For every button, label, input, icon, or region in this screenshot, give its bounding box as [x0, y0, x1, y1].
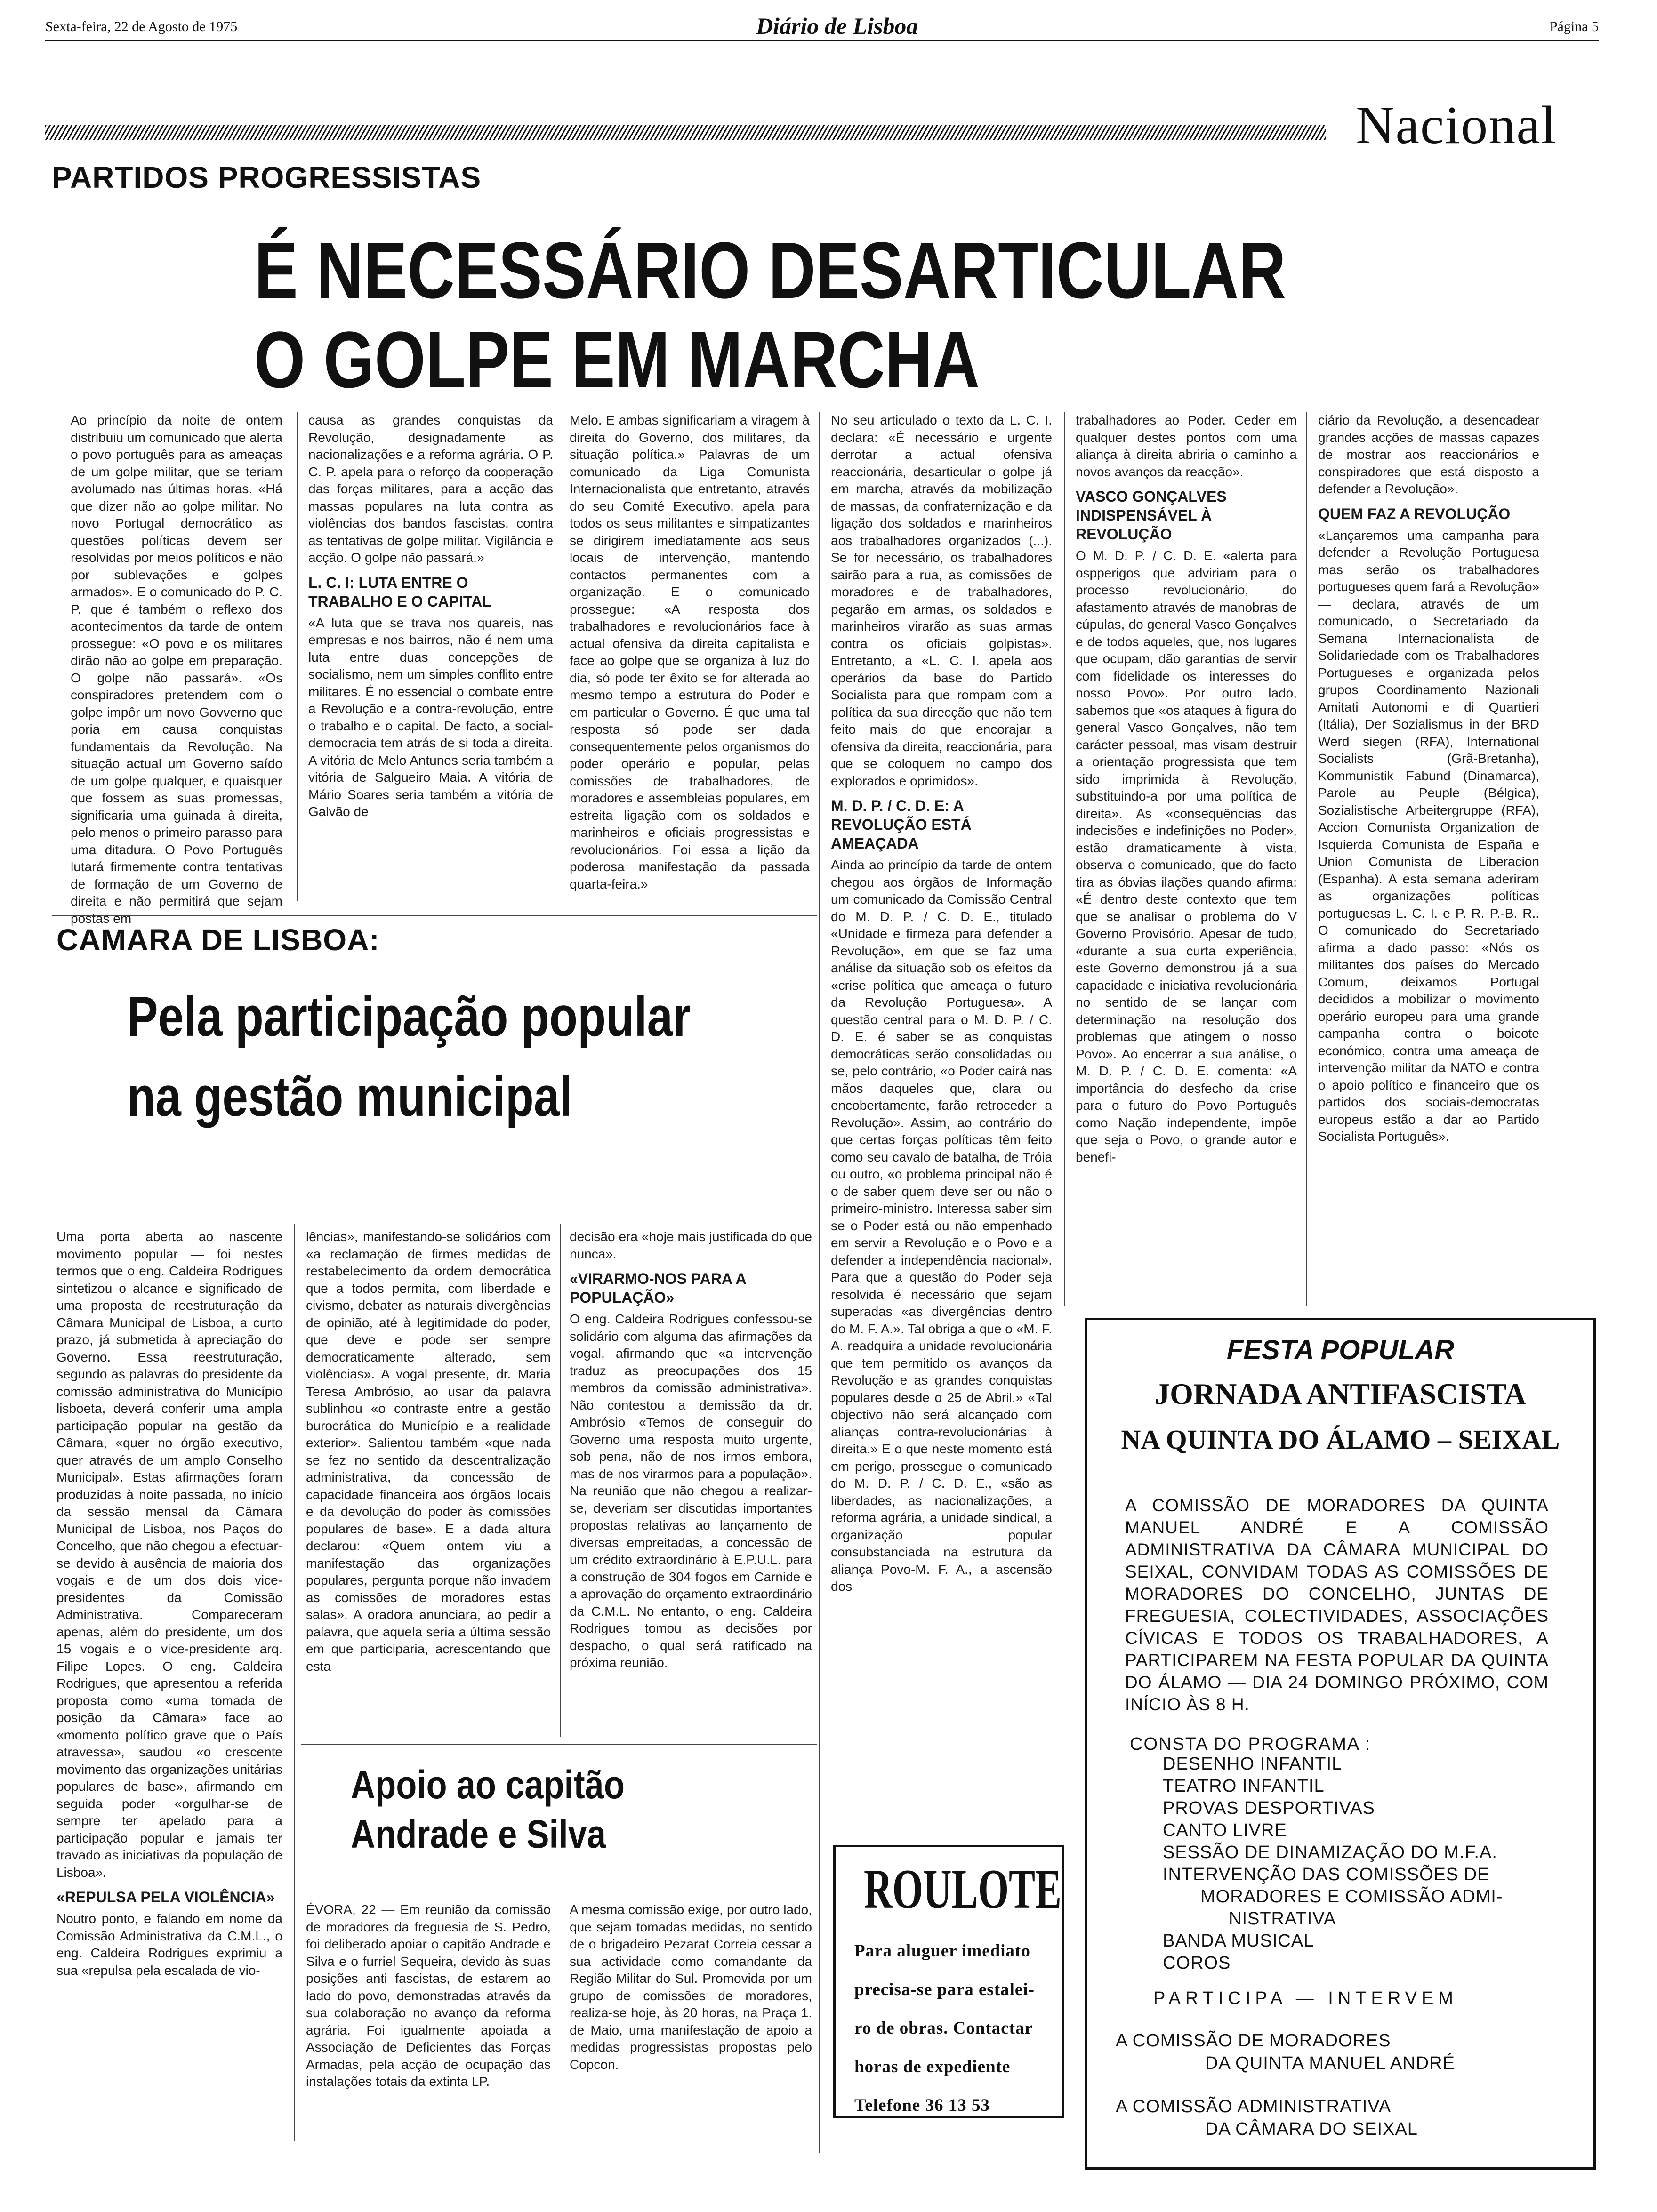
program-item: TEATRO INFANTIL	[1163, 1776, 1325, 1796]
main-headline-line-2: O GOLPE EM MARCHA	[254, 315, 980, 405]
main-col-3: Melo. E ambas significariam a viragem à direita do Governo, dos militares, da situação política.» Palavras de um comunicado da Liga Comunista Internacionalista que entretanto, através do seu Comité Executivo, apela para todos os seus militantes e simpatizantes se dirigirem imediatamente aos seus locais de intervenção, mantendo contactos permanentes com a organização. E o comunicado prossegue: «A resposta dos trabalhadores e revolucionários face à actual ofensiva da direita capitalista e face ao golpe que se organiza à luz do dia, só pode ter êxito se for alterada ao mesmo tempo a estrutura do Poder e em particular o Governo. É que uma tal resposta só pode ser dada consequentemente pelos organismos do poder operário e popular, pelas comissões de trabalhadores, de moradores e assembleias populares, em estreita ligação com os soldados e marinheiros e oficiais progressistas e revolucionários. Foi essa a lição da poderosa manifestação da passada quarta-feira.»	[570, 413, 810, 891]
masthead-rule	[45, 40, 1599, 41]
main-col-1: Ao princípio da noite de ontem distribuiu um comunicado que alerta o povo português para as ameaças de um golpe militar, que se teriam avolumado nas últimas horas. «Há que dizer não ao golpe militar. No novo Portugal democrático as questões políticas devem ser resolvidas por meios políticos e não por sublevações e golpes armados». E o comunicado do P. C. P. que é também o reflexo dos acontecimentos da tarde de ontem prossegue: «O povo e os militares dirão não ao golpe em preparação. O golpe não passará». «Os conspiradores pretendem com o golpe impôr um novo Govverno que poria em causa conquistas fundamentais da Revolução. Na situação actual um Governo saído de um golpe qualquer, e quaisquer que fossem as suas promessas, significaria uma guinada à direita, pelo menos o primeiro parasso para uma ditadura. O Povo Português lutará firmemente contra tentativas de formação de um Governo de direita e não permitirá que sejam postas em	[71, 413, 282, 926]
camara-col-2: lências», manifestando-se solidários com «a reclamação de firmes medidas de restabelecimento da ordem democrática que a todos permita, com liberdade e civismo, debater as naturais divergências de opinião, até à legitimidade do poder, que deve e pode ser sempre democraticamente alterado, sem violências». A vogal presente, dr. Maria Teresa Ambrósio, ao usar da palavra sublinhou «o contraste entre a gestão burocrática do Município e a realidade exterior». Salientou também «que nada se fez no sentido da descentralização administrativa, da concessão de capacidade financeira aos órgãos locais e da devolução do poder às comissões populares de base». E a dada altura declarou: «Quem ontem viu a manifestação das organizações populares, pergunta porque não invadem as comissões de moradores estas salas». A oradora anunciara, ao pedir a palavra, que aquela seria a última sessão em que participaria, acrescentando que esta	[306, 1229, 551, 1674]
masthead	[45, 8, 1599, 46]
col-divider	[1064, 412, 1065, 1306]
program-item: CANTO LIVRE	[1163, 1820, 1287, 1840]
festa-signature-1a: A COMISSÃO DE MORADORES	[1116, 2031, 1391, 2051]
program-item: NISTRATIVA	[1229, 1909, 1336, 1929]
festa-program-label: CONSTA DO PROGRAMA :	[1130, 1734, 1371, 1754]
main-col-5: trabalhadores ao Poder. Ceder em qualquer destes pontos com uma aliança à direita abriria o caminho a novos avanços da reacção». VASCO GONÇALVES INDISPENSÁVEL À REVOLUÇÃO O M. D. P. / C. D. E. «alerta para ospperigos que adviriam para o processo revolucionário, do afastamento através de manobras de cúpulas, do general Vasco Gonçalves e de todos aqueles, que, nos lugares que ocupam, dão garantias de servir com fidelidade os interesses do nosso Povo». Por outro lado, sabemos que «os ataques à figura do general Vasco Gonçalves, não tem carácter pessoal, mas visam destruir a orientação progressista que tem sido imprimida à Revolução, substituindo-a por uma política de direita». As «consequências das indecisões e indefinições no Poder», estão dramaticamente à vista, observa o comunicado, que do facto tira as óbvias ilações quando afirma: «É dentro deste contexto que tem que se analisar o problema do V Governo Provisório. Apesar de tudo, «durante a sua curta experiência, este Governo demonstrou já a sua capacidade e iniciativa revolucionária no sentido de se lançar com determinação na resolução dos problemas que atingem o nosso Povo». Ao encerrar a sua análise, o M. D. P. / C. D. E. comenta: «A importância do desfecho da crise para o futuro do Povo Português como Nação independente, impõe que seja o Povo, o grande autor e benefi-	[1076, 413, 1297, 1164]
apoio-headline-line-2: Andrade e Silva	[351, 1812, 606, 1856]
col-divider	[297, 412, 298, 901]
section-divider	[301, 1744, 817, 1745]
camara-headline-line-2: na gestão municipal	[127, 1065, 572, 1128]
col-divider	[560, 1224, 561, 1737]
main-col-4: No seu articulado o texto da L. C. I. declara: «É necessário e urgente derrotar a actual ofensiva reaccionária, desarticular o golpe já em marcha, através da mobilização de massas, da confraternização e da ligação dos soldados e marinheiros aos trabalhadores organizados (...). Se for necessário, os trabalhadores sairão para a rua, as comissões de moradores e de trabalhadores, pegarão em armas, os soldados e marinheiros virarão as suas armas contra os oficiais golpistas». Entretanto, a «L. C. I. apela aos operários da base do Partido Socialista para que rompam com a política da sua direcção que não tem feito mais do que encorajar a ofensiva da direita, reaccionária, para que se coloquem no campo dos explorados e oprimidos». M. D. P. / C. D. E: A REVOLUÇÃO ESTÁ AMEAÇADA Ainda ao princípio da tarde de ontem chegou aos órgãos de Informação um comunicado da Comissão Central do M. D. P. / C. D. E., titulado «Unidade e firmeza para defender a Revolução», em que se faz uma análise da situação sob os efeitos da «crise política que ameaça o futuro da Revolução Portuguesa». A questão central para o M. D. P. / C. D. E. é saber se as conquistas democráticas serão consolidadas ou se, pelo contrário, «o Poder cairá nas mãos daqueles que, clara ou encobertamente, farão retroceder a Revolução». Assim, ao contrário do que certas forças políticas têm feito como seu cavalo de batalha, de Tróia ou outro, «o problema principal não é o de saber quem deve ser ou não o primeiro-ministro. Interessa saber sim se o Poder está ou não empenhado em servir a Revolução e o Povo e a defender a independência nacional». Para que a questão do Poder seja resolvida é necessário que sejam superadas «as divergências dentro do M. F. A.». Tal obriga a que o «M. F. A. readquira a unidade revolucionária que tem permitido os avanços da Revolução e as grandes conquistas populares desde o 25 de Abril.» «Tal objectivo não será alcançado com alianças contra-revolucionárias à direita.» E o que neste momento está em perigo, prossegue o comunicado do M. D. P. / C. D. E., «são as liberdades, as nacionalizações, a reforma agrária, a unidade sindical, a organização popular consubstanciada na estrutura da aliança Povo-M. F. A., a ascensão dos	[831, 413, 1052, 1594]
roulote-text: Para aluguer imediato precisa-se para estalei- ro de obras. Contactar horas de expediente Telefone 36 13 53	[854, 1941, 1035, 2115]
section-divider	[52, 915, 817, 916]
subhead-repulsa: «REPULSA PELA VIOLÊNCIA»	[56, 1889, 275, 1906]
program-item: SESSÃO DE DINAMIZAÇÃO DO M.F.A.	[1163, 1843, 1497, 1862]
camara-col-3: decisão era «hoje mais justificada do que nunca». «VIRARMO-NOS PARA A POPULAÇÃO» O eng. Caldeira Rodrigues confessou-se solidário com alguma das afirmações da vogal, afirmando que «a intervenção traduz as preocupações dos 15 membros da comissão administrativa». Não contestou a demissão da dr. Ambrósio «Temos de conseguir do Governo uma resposta muito urgente, sob pena, não de nos irmos embora, mas de nos virarmos para a população». Na reunião que não chegou a realizar-se, deveriam ser discutidas importantes propostas relativas ao lançamento de diversas empreitadas, a concessão de um crédito extraordinário à E.P.U.L. para a construção de 304 fogos em Carnide e a aprovação do orçamento extraordinário da C.M.L. No entanto, o eng. Caldeira Rodrigues tomou as decisões por despacho, o qual será ratificado na próxima reunião.	[570, 1229, 812, 1670]
festa-line-1: JORNADA ANTIFASCISTA	[1155, 1377, 1526, 1411]
festa-program-list	[1116, 1753, 1503, 1974]
issue-date: Sexta-feira, 22 de Agosto de 1975	[45, 19, 238, 34]
main-headline-line-1: É NECESSÁRIO DESARTICULAR	[254, 226, 1286, 315]
apoio-col-2: A mesma comissão exige, por outro lado, que sejam tomadas medidas, no sentido de o brigadeiro Pezarat Correia cessar a sua actividade como comandante da Região Militar do Sul. Promovida por um grupo de comissões de moradores, realiza-se hoje, às 20 horas, na Praça 1. de Maio, uma manifestação de apoio a medidas progressistas propostas pelo Copcon.	[570, 1902, 812, 2072]
col-divider	[294, 1224, 295, 2141]
program-item: PROVAS DESPORTIVAS	[1163, 1798, 1375, 1818]
col-divider	[1306, 412, 1307, 1306]
section-title: Nacional	[1356, 95, 1557, 155]
program-item: DESENHO INFANTIL	[1163, 1754, 1343, 1774]
main-col-6: ciário da Revolução, a desencadear grandes acções de massas capazes de mostrar aos reaccionários e conspiradores que está disposto a defender a Revolução». QUEM FAZ A REVOLUÇÃO «Lançaremos uma campanha para defender a Revolução Portuguesa mas serão os trabalhadores portugueses quem fará a Revolução» — declara, através de um comunicado, o Secretariado da Semana Internacionalista de Solidariedade com os Trabalhadores Portugueses e organizada pelos grupos Coordinamento Nazionali Amitati Autonomi e di Quartieri (Itália), Der Sozialismus in der BRD Werd siegen (RFA), International Socialists (Grã-Bretanha), Kommunistik Fabund (Dinamarca), Parole au Peuple (Bélgica), Sozialistische Arbeitergruppe (RFA), Accion Comunista Organization de Isquierda Comunista de España e Union Comunista de Liberacion (Espanha). A esta semana aderiram as organizações políticas portuguesas L. C. I. e P. R. P.-B. R.. O comunicado do Secretariado afirma a dado passo: «Nós os militantes dos países do Mercado Comum, deixamos Portugal decididos a mobilizar o movimento operário europeu para uma grande campanha contra o boicote económico, contra uma ameaça de intervenção militar da NATO e contra o apoio político e financeiro que os partidos dos sociais-democratas europeus estão a dar ao Partido Socialista Português».	[1318, 413, 1539, 1144]
apoio-col-1: ÉVORA, 22 — Em reunião da comissão de moradores da freguesia de S. Pedro, foi deliberado apoiar o capitão Andrade e Silva e o furriel Sequeira, devido às suas posições anti fascistas, de estarem ao lado do povo, demonstradas através da sua colaboração no avanço da reforma agrária. Foi igualmente apoiada a Associação de Deficientes das Forças Armadas, pela acção de ocupação das instalações totais da extinta LP.	[306, 1902, 551, 2089]
festa-line-2: NA QUINTA DO ÁLAMO – SEIXAL	[1121, 1424, 1560, 1455]
main-col-2: causa as grandes conquistas da Revolução, designadamente as nacionalizações e a reforma agrária. O P. C. P. apela para o reforço da cooperação das forças militares, para a acção das massas populares na luta contra as violências dos bandos fascistas, contra as tentativas de golpe militar. Vigilância e acção. O golpe não passará.» L. C. I: LUTA ENTRE O TRABALHO E O CAPITAL «A luta que se trava nos quareis, nas empresas e nos bairros, não é nem uma luta entre duas concepções de socialismo, nem um simples conflito entre militares. É no essencial o combate entre a Revolução e a contra-revolução, entre o trabalho e o capital. De facto, a social-democracia tem atrás de si toda a direita. A vitória de Melo Antunes seria também a vitória de Salgueiro Maia. A vitória de Mário Soares seria também a vitória de Galvão de	[308, 413, 553, 819]
festa-signature-2a: A COMISSÃO ADMINISTRATIVA	[1116, 2097, 1392, 2116]
apoio-headline-line-1: Apoio ao capitão	[351, 1763, 625, 1807]
festa-body: A COMISSÃO DE MORADORES DA QUINTA MANUEL ANDRÉ E A COMISSÃO ADMINISTRATIVA DA CÂMARA MUNICIPAL DO SEIXAL, CONVIDAM TODAS AS COMISSÕES DE MORADORES DO CONCELHO, JUNTAS DE FREGUESIA, COLECTIVIDADES, ASSOCIAÇÕES CÍVICAS E TODOS OS TRABALHADORES, A PARTICIPAREM NA FESTA POPULAR DA QUINTA DO ÁLAMO — DIA 24 DOMINGO PRÓXIMO, COM INÍCIO ÀS 8 H.	[1125, 1496, 1549, 1714]
festa-signature-2b: DA CÂMARA DO SEIXAL	[1205, 2119, 1418, 2139]
roulote-ad	[833, 1845, 1064, 2118]
festa-signature-1b: DA QUINTA MANUEL ANDRÉ	[1205, 2053, 1455, 2073]
roulote-title: ROULOTE	[864, 1858, 1062, 1920]
subhead-virarmo: «VIRARMO-NOS PARA A POPULAÇÃO»	[570, 1270, 746, 1306]
subhead-lci: L. C. I: LUTA ENTRE O TRABALHO E O CAPITAL	[308, 574, 491, 610]
program-item: COROS	[1163, 1953, 1231, 1973]
festa-title: FESTA POPULAR	[1226, 1335, 1455, 1365]
subhead-vasco: VASCO GONÇALVES INDISPENSÁVEL À REVOLUÇÃO	[1076, 488, 1227, 543]
camara-kicker: CAMARA DE LISBOA:	[56, 923, 380, 957]
festa-popular-ad	[1085, 1318, 1596, 2170]
section-hatch-bar	[45, 125, 1326, 140]
col-divider	[819, 412, 820, 2153]
camara-col-1: Uma porta aberta ao nascente movimento popular — foi nestes termos que o eng. Caldeira Rodrigues sintetizou o alcance e significado de uma proposta de reestruturação da Câmara Municipal de Lisboa, a curto prazo, já submetida à apreciação do Governo. Essa reestruturação, segundo as palavras do presidente da comissão administrativa do Município lisboeta, deverá conferir uma ampla participação popular na gestão da Câmara, «quer no órgão executivo, quer através de um amplo Conselho Municipal». Estas afirmações foram produzidas à noite passada, no início da sessão mensal da Câmara Municipal de Lisboa, nos Paços do Concelho, que não chegou a efectuar-se devido à ausência de maioria dos vogais e de um dos dois vice-presidentes da Comissão Administrativa. Compareceram apenas, além do presidente, um dos 15 vogais e o vice-presidente arq. Filipe Lopes. O eng. Caldeira Rodrigues, que apresentou a referida proposta como «uma tomada de posição da Câmara» face ao «momento político grave que o País atravessa», saudou «o crescente movimento das organizações unitárias populares de base», afirmando em seguida poder «orgulhar-se de sempre ter apelado para a participação popular e jamais ter travado as iniciativas da população de Lisboa». «REPULSA PELA VIOLÊNCIA» Noutro ponto, e falando em nome da Comissão Administrativa da C.M.L., o eng. Caldeira Rodrigues exprimiu a sua «repulsa pela escalada de vio-	[56, 1229, 282, 1978]
page-number: Página 5	[1549, 19, 1599, 34]
newspaper-name: Diário de Lisboa	[756, 13, 918, 39]
program-item: BANDA MUSICAL	[1163, 1931, 1314, 1951]
main-kicker: PARTIDOS PROGRESSISTAS	[52, 160, 482, 194]
subhead-mdp: M. D. P. / C. D. E: A REVOLUÇÃO ESTÁ AMEAÇADA	[831, 797, 972, 852]
festa-slogan: PARTICIPA — INTERVEM	[1153, 1988, 1458, 2008]
program-item: INTERVENÇÃO DAS COMISSÕES DE	[1163, 1865, 1490, 1884]
program-item: MORADORES E COMISSÃO ADMI-	[1200, 1887, 1503, 1907]
subhead-quem-faz: QUEM FAZ A REVOLUÇÃO	[1318, 505, 1511, 522]
camara-headline-line-1: Pela participação popular	[127, 985, 691, 1048]
